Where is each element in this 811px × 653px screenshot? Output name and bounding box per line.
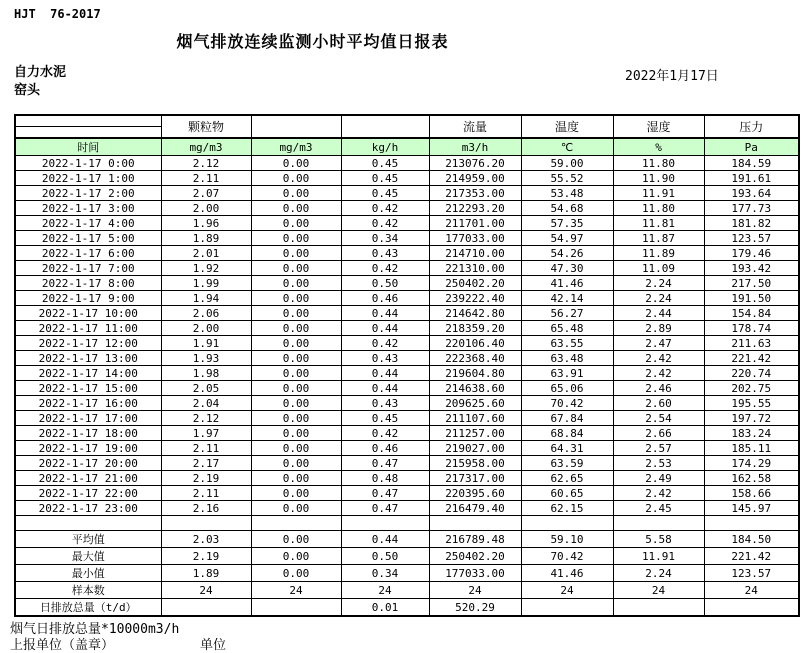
standard-code-label: HJT 76-2017 — [14, 7, 101, 21]
value-cell: 1.94 — [161, 291, 251, 306]
value-cell: 41.46 — [521, 276, 613, 291]
value-cell: 2.53 — [613, 456, 704, 471]
value-cell: 0.50 — [341, 548, 429, 565]
value-cell: 178.74 — [704, 321, 799, 336]
value-cell: 179.46 — [704, 246, 799, 261]
row-label-cell: 2022-1-17 21:00 — [15, 471, 161, 486]
value-cell — [704, 516, 799, 531]
column-header-particulate: 颗粒物 — [161, 115, 251, 138]
value-cell: 2.01 — [161, 246, 251, 261]
data-row — [15, 156, 799, 171]
value-cell: 68.84 — [521, 426, 613, 441]
data-row — [15, 366, 799, 381]
data-row — [15, 246, 799, 261]
value-cell: 218359.20 — [429, 321, 521, 336]
value-cell: 2.19 — [161, 471, 251, 486]
data-row — [15, 291, 799, 306]
value-cell: 217317.00 — [429, 471, 521, 486]
value-cell: 0.00 — [251, 501, 341, 516]
value-cell: 0.00 — [251, 201, 341, 216]
value-cell: 220395.60 — [429, 486, 521, 501]
row-label-cell: 2022-1-17 11:00 — [15, 321, 161, 336]
value-cell: 221310.00 — [429, 261, 521, 276]
value-cell: 0.00 — [251, 456, 341, 471]
value-cell: 0.00 — [251, 411, 341, 426]
row-label-cell: 日排放总量（t/d） — [15, 599, 161, 617]
value-cell: 220106.40 — [429, 336, 521, 351]
data-row — [15, 306, 799, 321]
value-cell: 162.58 — [704, 471, 799, 486]
value-cell: 1.91 — [161, 336, 251, 351]
value-cell: 1.99 — [161, 276, 251, 291]
data-row — [15, 276, 799, 291]
value-cell: 0.00 — [251, 336, 341, 351]
value-cell: 0.00 — [251, 426, 341, 441]
row-label-cell — [15, 516, 161, 531]
value-cell: 0.00 — [251, 548, 341, 565]
value-cell — [251, 516, 341, 531]
value-cell: 0.00 — [251, 231, 341, 246]
value-cell — [161, 516, 251, 531]
value-cell: 2.46 — [613, 381, 704, 396]
company-name: 自力水泥 — [14, 65, 67, 80]
value-cell: 2.47 — [613, 336, 704, 351]
summary-row — [15, 548, 799, 565]
summary-row — [15, 599, 799, 617]
column-header-blank-1 — [251, 115, 341, 138]
value-cell: 191.61 — [704, 171, 799, 186]
value-cell: 202.75 — [704, 381, 799, 396]
value-cell: 67.84 — [521, 411, 613, 426]
value-cell: 2.44 — [613, 306, 704, 321]
value-cell: 11.91 — [613, 186, 704, 201]
value-cell: 145.97 — [704, 501, 799, 516]
value-cell: 2.24 — [613, 565, 704, 582]
data-row — [15, 216, 799, 231]
value-cell: 0.00 — [251, 351, 341, 366]
row-label-cell: 2022-1-17 3:00 — [15, 201, 161, 216]
value-cell: 54.68 — [521, 201, 613, 216]
row-label-cell: 2022-1-17 22:00 — [15, 486, 161, 501]
value-cell: 0.00 — [251, 366, 341, 381]
unit-mg-m3-2: mg/m3 — [251, 138, 341, 156]
value-cell: 0.45 — [341, 186, 429, 201]
row-label-cell: 2022-1-17 20:00 — [15, 456, 161, 471]
data-row — [15, 411, 799, 426]
value-cell: 0.45 — [341, 156, 429, 171]
value-cell: 219604.80 — [429, 366, 521, 381]
column-header-humidity: 湿度 — [613, 115, 704, 138]
row-label-cell: 2022-1-17 1:00 — [15, 171, 161, 186]
value-cell: 0.00 — [251, 156, 341, 171]
data-row — [15, 321, 799, 336]
value-cell: 158.66 — [704, 486, 799, 501]
group-header-row — [15, 115, 799, 127]
row-label-cell: 2022-1-17 18:00 — [15, 426, 161, 441]
value-cell: 54.26 — [521, 246, 613, 261]
value-cell: 1.93 — [161, 351, 251, 366]
row-label-cell: 2022-1-17 2:00 — [15, 186, 161, 201]
value-cell: 2.11 — [161, 171, 251, 186]
value-cell: 1.89 — [161, 565, 251, 582]
value-cell — [613, 599, 704, 617]
value-cell: 70.42 — [521, 396, 613, 411]
value-cell: 174.29 — [704, 456, 799, 471]
row-label-cell: 2022-1-17 10:00 — [15, 306, 161, 321]
value-cell: 215958.00 — [429, 456, 521, 471]
unit-m3-h: m3/h — [429, 138, 521, 156]
value-cell: 1.97 — [161, 426, 251, 441]
value-cell: 209625.60 — [429, 396, 521, 411]
value-cell — [429, 516, 521, 531]
value-cell: 212293.20 — [429, 201, 521, 216]
value-cell: 123.57 — [704, 565, 799, 582]
summary-row — [15, 565, 799, 582]
data-row — [15, 426, 799, 441]
value-cell: 2.19 — [161, 548, 251, 565]
value-cell: 214642.80 — [429, 306, 521, 321]
value-cell: 0.43 — [341, 246, 429, 261]
data-row — [15, 351, 799, 366]
value-cell: 1.89 — [161, 231, 251, 246]
value-cell: 177033.00 — [429, 231, 521, 246]
data-row — [15, 441, 799, 456]
value-cell: 181.82 — [704, 216, 799, 231]
column-header-temperature: 温度 — [521, 115, 613, 138]
value-cell: 177.73 — [704, 201, 799, 216]
value-cell: 63.55 — [521, 336, 613, 351]
value-cell: 59.10 — [521, 531, 613, 548]
value-cell: 2.42 — [613, 366, 704, 381]
value-cell: 2.17 — [161, 456, 251, 471]
value-cell: 5.58 — [613, 531, 704, 548]
value-cell: 65.48 — [521, 321, 613, 336]
value-cell: 2.24 — [613, 276, 704, 291]
value-cell: 24 — [161, 582, 251, 599]
value-cell: 0.00 — [251, 531, 341, 548]
column-header-blank-2 — [341, 115, 429, 138]
data-row — [15, 471, 799, 486]
value-cell: 60.65 — [521, 486, 613, 501]
value-cell: 70.42 — [521, 548, 613, 565]
unit-percent: % — [613, 138, 704, 156]
row-label-cell: 最大值 — [15, 548, 161, 565]
value-cell: 47.30 — [521, 261, 613, 276]
value-cell: 221.42 — [704, 351, 799, 366]
value-cell: 24 — [704, 582, 799, 599]
value-cell: 219027.00 — [429, 441, 521, 456]
report-table — [14, 114, 800, 617]
value-cell: 0.42 — [341, 261, 429, 276]
value-cell: 195.55 — [704, 396, 799, 411]
value-cell: 2.00 — [161, 201, 251, 216]
value-cell: 0.34 — [341, 565, 429, 582]
value-cell: 211701.00 — [429, 216, 521, 231]
value-cell: 0.44 — [341, 306, 429, 321]
value-cell: 0.01 — [341, 599, 429, 617]
value-cell: 2.89 — [613, 321, 704, 336]
value-cell: 0.00 — [251, 321, 341, 336]
row-label-cell: 2022-1-17 6:00 — [15, 246, 161, 261]
value-cell: 11.89 — [613, 246, 704, 261]
value-cell: 55.52 — [521, 171, 613, 186]
value-cell: 214959.00 — [429, 171, 521, 186]
value-cell: 42.14 — [521, 291, 613, 306]
value-cell: 2.24 — [613, 291, 704, 306]
value-cell: 0.00 — [251, 216, 341, 231]
value-cell: 0.43 — [341, 351, 429, 366]
value-cell: 0.00 — [251, 171, 341, 186]
value-cell: 2.45 — [613, 501, 704, 516]
row-label-cell: 2022-1-17 15:00 — [15, 381, 161, 396]
value-cell: 24 — [521, 582, 613, 599]
value-cell: 184.59 — [704, 156, 799, 171]
value-cell: 154.84 — [704, 306, 799, 321]
value-cell: 2.60 — [613, 396, 704, 411]
unit-mg-m3-1: mg/m3 — [161, 138, 251, 156]
column-header-flow: 流量 — [429, 115, 521, 138]
value-cell: 0.00 — [251, 261, 341, 276]
value-cell: 1.98 — [161, 366, 251, 381]
value-cell: 1.96 — [161, 216, 251, 231]
row-label-cell: 平均值 — [15, 531, 161, 548]
value-cell: 2.11 — [161, 486, 251, 501]
value-cell: 193.42 — [704, 261, 799, 276]
value-cell: 184.50 — [704, 531, 799, 548]
summary-row — [15, 582, 799, 599]
value-cell: 2.04 — [161, 396, 251, 411]
value-cell: 0.00 — [251, 246, 341, 261]
value-cell — [251, 599, 341, 617]
data-row — [15, 186, 799, 201]
value-cell: 222368.40 — [429, 351, 521, 366]
value-cell: 2.42 — [613, 351, 704, 366]
value-cell: 0.46 — [341, 291, 429, 306]
value-cell: 2.06 — [161, 306, 251, 321]
value-cell: 0.50 — [341, 276, 429, 291]
row-label-cell: 样本数 — [15, 582, 161, 599]
value-cell: 64.31 — [521, 441, 613, 456]
value-cell: 0.46 — [341, 441, 429, 456]
row-label-cell: 2022-1-17 7:00 — [15, 261, 161, 276]
value-cell: 2.12 — [161, 411, 251, 426]
value-cell: 1.92 — [161, 261, 251, 276]
value-cell: 62.65 — [521, 471, 613, 486]
value-cell: 0.00 — [251, 441, 341, 456]
row-label-cell: 2022-1-17 5:00 — [15, 231, 161, 246]
value-cell: 211.63 — [704, 336, 799, 351]
data-row — [15, 381, 799, 396]
value-cell: 214710.00 — [429, 246, 521, 261]
value-cell: 0.44 — [341, 366, 429, 381]
value-cell: 11.87 — [613, 231, 704, 246]
row-label-cell: 2022-1-17 19:00 — [15, 441, 161, 456]
value-cell: 193.64 — [704, 186, 799, 201]
value-cell: 250402.20 — [429, 548, 521, 565]
value-cell: 0.48 — [341, 471, 429, 486]
value-cell: 65.06 — [521, 381, 613, 396]
value-cell: 63.91 — [521, 366, 613, 381]
summary-row — [15, 531, 799, 548]
report-table-body — [15, 156, 799, 617]
row-label-cell: 2022-1-17 16:00 — [15, 396, 161, 411]
value-cell: 185.11 — [704, 441, 799, 456]
value-cell: 0.47 — [341, 501, 429, 516]
value-cell: 520.29 — [429, 599, 521, 617]
value-cell: 11.91 — [613, 548, 704, 565]
row-label-cell: 2022-1-17 12:00 — [15, 336, 161, 351]
value-cell: 2.11 — [161, 441, 251, 456]
row-label-cell: 2022-1-17 9:00 — [15, 291, 161, 306]
value-cell: 221.42 — [704, 548, 799, 565]
value-cell: 220.74 — [704, 366, 799, 381]
value-cell: 0.34 — [341, 231, 429, 246]
value-cell: 11.81 — [613, 216, 704, 231]
value-cell: 0.00 — [251, 306, 341, 321]
value-cell: 0.00 — [251, 291, 341, 306]
value-cell: 183.24 — [704, 426, 799, 441]
data-row — [15, 396, 799, 411]
value-cell — [521, 516, 613, 531]
value-cell: 2.42 — [613, 486, 704, 501]
spacer-row — [15, 516, 799, 531]
value-cell: 24 — [341, 582, 429, 599]
data-row — [15, 336, 799, 351]
value-cell: 216789.48 — [429, 531, 521, 548]
data-row — [15, 201, 799, 216]
page-title: 烟气排放连续监测小时平均值日报表 — [176, 32, 449, 51]
data-row — [15, 261, 799, 276]
data-row — [15, 501, 799, 516]
value-cell: 123.57 — [704, 231, 799, 246]
data-row — [15, 456, 799, 471]
value-cell: 2.12 — [161, 156, 251, 171]
value-cell: 2.49 — [613, 471, 704, 486]
value-cell: 0.00 — [251, 186, 341, 201]
value-cell: 11.09 — [613, 261, 704, 276]
value-cell: 11.90 — [613, 171, 704, 186]
row-label-cell: 最小值 — [15, 565, 161, 582]
value-cell: 0.00 — [251, 486, 341, 501]
value-cell: 0.00 — [251, 471, 341, 486]
value-cell: 0.44 — [341, 381, 429, 396]
value-cell: 0.44 — [341, 531, 429, 548]
value-cell: 0.42 — [341, 336, 429, 351]
value-cell: 0.47 — [341, 456, 429, 471]
value-cell: 214638.60 — [429, 381, 521, 396]
column-header-pressure: 压力 — [704, 115, 799, 138]
unit-kg-h: kg/h — [341, 138, 429, 156]
value-cell: 0.47 — [341, 486, 429, 501]
value-cell: 63.48 — [521, 351, 613, 366]
value-cell: 11.80 — [613, 201, 704, 216]
value-cell: 2.57 — [613, 441, 704, 456]
value-cell: 2.66 — [613, 426, 704, 441]
row-label-cell: 2022-1-17 13:00 — [15, 351, 161, 366]
reporting-unit-stamp-label: 上报单位（盖章） — [10, 638, 115, 653]
value-cell — [704, 599, 799, 617]
value-cell: 0.45 — [341, 411, 429, 426]
value-cell: 211107.60 — [429, 411, 521, 426]
value-cell: 11.80 — [613, 156, 704, 171]
value-cell: 0.00 — [251, 381, 341, 396]
value-cell: 2.54 — [613, 411, 704, 426]
value-cell — [521, 599, 613, 617]
data-row — [15, 171, 799, 186]
value-cell — [161, 599, 251, 617]
value-cell: 2.03 — [161, 531, 251, 548]
row-label-cell: 2022-1-17 0:00 — [15, 156, 161, 171]
value-cell — [341, 516, 429, 531]
value-cell: 2.16 — [161, 501, 251, 516]
corner-cell-bottom — [15, 127, 161, 139]
value-cell: 0.45 — [341, 171, 429, 186]
corner-cell-top — [15, 115, 161, 127]
value-cell: 56.27 — [521, 306, 613, 321]
value-cell: 2.05 — [161, 381, 251, 396]
value-cell: 250402.20 — [429, 276, 521, 291]
value-cell: 0.00 — [251, 565, 341, 582]
value-cell: 217.50 — [704, 276, 799, 291]
time-column-header: 时间 — [15, 138, 161, 156]
value-cell: 63.59 — [521, 456, 613, 471]
report-date: 2022年1月17日 — [625, 69, 719, 84]
value-cell: 41.46 — [521, 565, 613, 582]
value-cell: 24 — [429, 582, 521, 599]
value-cell: 2.07 — [161, 186, 251, 201]
value-cell: 62.15 — [521, 501, 613, 516]
row-label-cell: 2022-1-17 8:00 — [15, 276, 161, 291]
value-cell: 0.43 — [341, 396, 429, 411]
value-cell: 191.50 — [704, 291, 799, 306]
value-cell: 217353.00 — [429, 186, 521, 201]
value-cell: 53.48 — [521, 186, 613, 201]
unit-pa: Pa — [704, 138, 799, 156]
value-cell: 57.35 — [521, 216, 613, 231]
value-cell: 0.00 — [251, 396, 341, 411]
value-cell: 216479.40 — [429, 501, 521, 516]
unit-header-row — [15, 138, 799, 156]
value-cell: 0.44 — [341, 321, 429, 336]
row-label-cell: 2022-1-17 17:00 — [15, 411, 161, 426]
value-cell: 24 — [613, 582, 704, 599]
value-cell: 213076.20 — [429, 156, 521, 171]
value-cell: 0.42 — [341, 216, 429, 231]
row-label-cell: 2022-1-17 23:00 — [15, 501, 161, 516]
value-cell: 239222.40 — [429, 291, 521, 306]
data-row — [15, 486, 799, 501]
station-name: 窑头 — [14, 83, 41, 98]
unit-label: 单位 — [200, 638, 227, 653]
value-cell: 197.72 — [704, 411, 799, 426]
value-cell: 0.42 — [341, 201, 429, 216]
row-label-cell: 2022-1-17 14:00 — [15, 366, 161, 381]
value-cell: 177033.00 — [429, 565, 521, 582]
value-cell: 24 — [251, 582, 341, 599]
unit-celsius: ℃ — [521, 138, 613, 156]
value-cell: 54.97 — [521, 231, 613, 246]
data-row — [15, 231, 799, 246]
value-cell: 2.00 — [161, 321, 251, 336]
value-cell: 0.00 — [251, 276, 341, 291]
total-emission-note: 烟气日排放总量*10000m3/h — [10, 622, 180, 637]
value-cell: 59.00 — [521, 156, 613, 171]
value-cell — [613, 516, 704, 531]
value-cell: 211257.00 — [429, 426, 521, 441]
value-cell: 0.42 — [341, 426, 429, 441]
row-label-cell: 2022-1-17 4:00 — [15, 216, 161, 231]
